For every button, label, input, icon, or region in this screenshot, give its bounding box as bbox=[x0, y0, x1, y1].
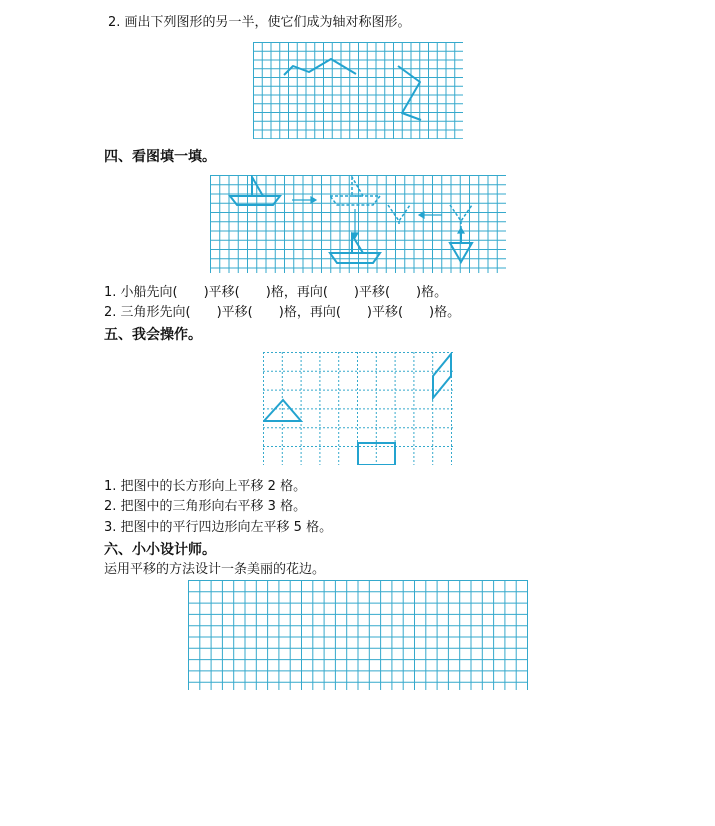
parallelogram bbox=[433, 354, 451, 398]
boat-question: 1. 小船先向( )平移( )格，再向( )平移( )格。 bbox=[104, 285, 448, 300]
translation-grid bbox=[210, 175, 506, 273]
operation-grid[interactable] bbox=[263, 352, 453, 465]
triangle-question: 2. 三角形先向( )平移( )格，再向( )平移( )格。 bbox=[104, 305, 461, 320]
design-instruction: 运用平移的方法设计一条美丽的花边。 bbox=[104, 562, 326, 577]
grid-lines bbox=[188, 580, 528, 690]
section6-heading: 六、小小设计师。 bbox=[104, 542, 216, 558]
section4-heading: 四、看图填一填。 bbox=[104, 149, 216, 165]
symmetry-grid[interactable] bbox=[253, 42, 463, 139]
triangle-task: 2. 把图中的三角形向右平移 3 格。 bbox=[104, 499, 307, 514]
boat-original bbox=[230, 177, 280, 205]
boat-sail-moved bbox=[352, 177, 363, 196]
symmetry-question: 2. 画出下列图形的另一半，使它们成为轴对称图形。 bbox=[108, 15, 411, 30]
rectangle-task: 1. 把图中的长方形向上平移 2 格。 bbox=[104, 479, 307, 494]
symmetry-figures bbox=[284, 59, 421, 120]
design-grid[interactable] bbox=[188, 580, 528, 690]
grid-lines bbox=[253, 42, 463, 139]
half-figure-left bbox=[284, 59, 356, 75]
boat-moved bbox=[330, 177, 380, 205]
boat-sail-final bbox=[352, 235, 363, 253]
boat-sail bbox=[252, 177, 263, 196]
boat-hull-final bbox=[330, 253, 380, 263]
triangle-moved bbox=[388, 205, 472, 232]
half-figure-right bbox=[398, 66, 421, 120]
section5-heading: 五、我会操作。 bbox=[104, 327, 202, 343]
parallelogram-task: 3. 把图中的平行四边形向左平移 5 格。 bbox=[104, 520, 333, 535]
